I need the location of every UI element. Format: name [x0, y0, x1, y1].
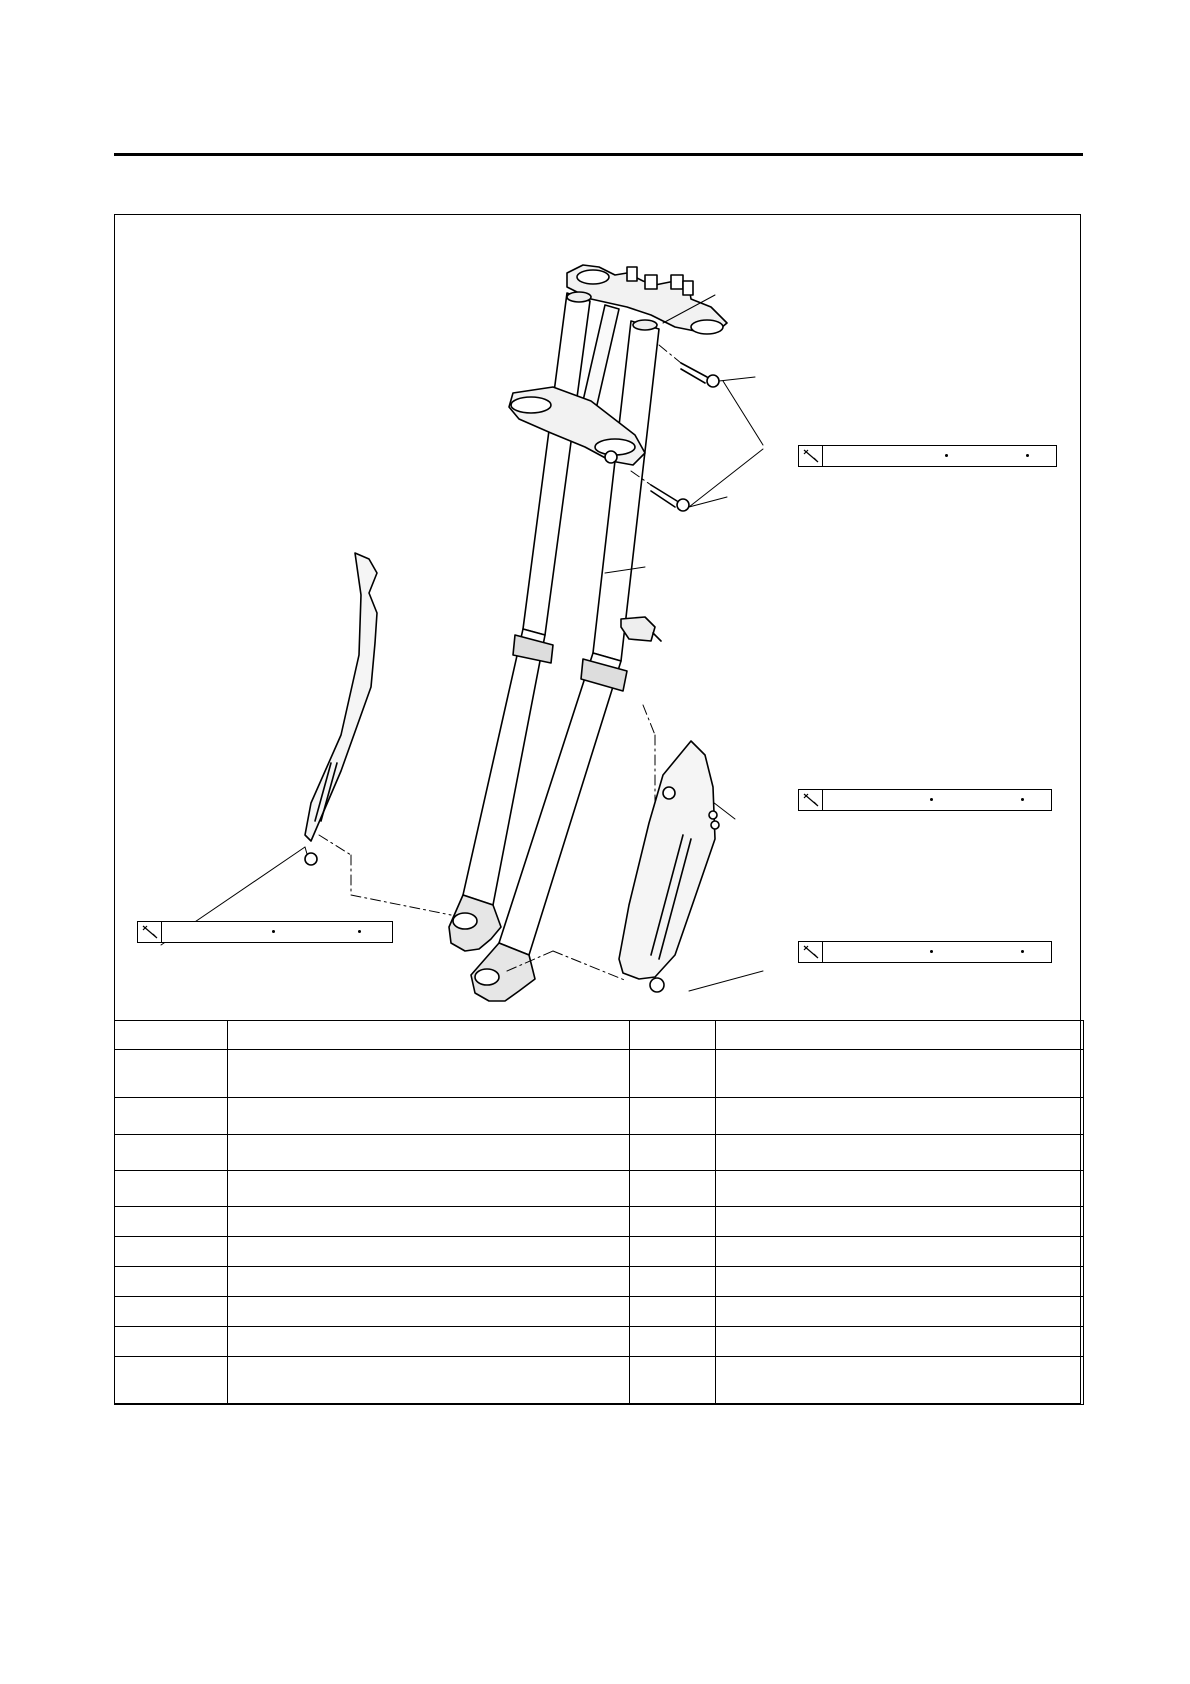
torque-wrench-icon	[799, 446, 823, 466]
table-cell	[115, 1171, 228, 1207]
table-cell	[630, 1050, 716, 1098]
separator-dot	[272, 930, 275, 933]
table-cell	[630, 1267, 716, 1297]
table-cell	[228, 1207, 630, 1237]
table-cell	[115, 1021, 228, 1050]
torque-wrench-icon	[799, 790, 823, 810]
table-cell	[716, 1098, 1084, 1135]
table-cell	[228, 1237, 630, 1267]
table-cell	[716, 1050, 1084, 1098]
table-cell	[115, 1237, 228, 1267]
separator-dot	[358, 930, 361, 933]
table-cell	[716, 1021, 1084, 1050]
table-cell	[630, 1021, 716, 1050]
table-row	[115, 1021, 1084, 1050]
torque-spec-box	[798, 445, 1057, 467]
table-cell	[115, 1207, 228, 1237]
table-cell	[115, 1135, 228, 1171]
table-row	[115, 1135, 1084, 1171]
header-rule	[114, 153, 1083, 156]
table-cell	[716, 1135, 1084, 1171]
table-row	[115, 1357, 1084, 1405]
torque-spec-box	[798, 941, 1052, 963]
table-cell	[228, 1021, 630, 1050]
parts-table-body	[115, 1021, 1084, 1405]
table-cell	[115, 1098, 228, 1135]
left-fork-protector	[305, 553, 377, 865]
table-cell	[716, 1267, 1084, 1297]
table-cell	[228, 1171, 630, 1207]
separator-dot	[930, 950, 933, 953]
table-row	[115, 1297, 1084, 1327]
table-row	[115, 1327, 1084, 1357]
table-cell	[228, 1327, 630, 1357]
torque-spec-box	[137, 921, 393, 943]
table-cell	[115, 1297, 228, 1327]
table-cell	[115, 1050, 228, 1098]
table-cell	[228, 1050, 630, 1098]
table-cell	[228, 1135, 630, 1171]
table-cell	[630, 1297, 716, 1327]
table-cell	[716, 1237, 1084, 1267]
table-row	[115, 1207, 1084, 1237]
table-cell	[630, 1357, 716, 1405]
table-row	[115, 1237, 1084, 1267]
upper-pinch-bolt	[681, 363, 719, 387]
table-row	[115, 1098, 1084, 1135]
table-cell	[630, 1171, 716, 1207]
table-cell	[115, 1357, 228, 1405]
table-row	[115, 1171, 1084, 1207]
table-cell	[115, 1327, 228, 1357]
table-cell	[228, 1357, 630, 1405]
brake-hose-holder	[621, 617, 661, 641]
table-cell	[716, 1171, 1084, 1207]
torque-wrench-icon	[799, 942, 823, 962]
table-row	[115, 1267, 1084, 1297]
torque-spec-box	[798, 789, 1052, 811]
table-cell	[630, 1098, 716, 1135]
table-cell	[115, 1267, 228, 1297]
separator-dot	[1026, 454, 1029, 457]
torque-wrench-icon	[138, 922, 162, 942]
table-cell	[716, 1207, 1084, 1237]
table-cell	[630, 1237, 716, 1267]
separator-dot	[1021, 798, 1024, 801]
table-cell	[716, 1327, 1084, 1357]
right-fork-protector	[619, 741, 715, 992]
table-cell	[630, 1135, 716, 1171]
left-fork-leg	[449, 292, 591, 951]
table-cell	[716, 1357, 1084, 1405]
table-cell	[228, 1098, 630, 1135]
separator-dot	[945, 454, 948, 457]
table-cell	[630, 1327, 716, 1357]
parts-table	[114, 1020, 1084, 1405]
table-cell	[228, 1267, 630, 1297]
lower-pinch-bolt	[651, 485, 689, 511]
separator-dot	[930, 798, 933, 801]
table-cell	[716, 1297, 1084, 1327]
table-cell	[228, 1297, 630, 1327]
table-cell	[630, 1207, 716, 1237]
table-row	[115, 1050, 1084, 1098]
separator-dot	[1021, 950, 1024, 953]
